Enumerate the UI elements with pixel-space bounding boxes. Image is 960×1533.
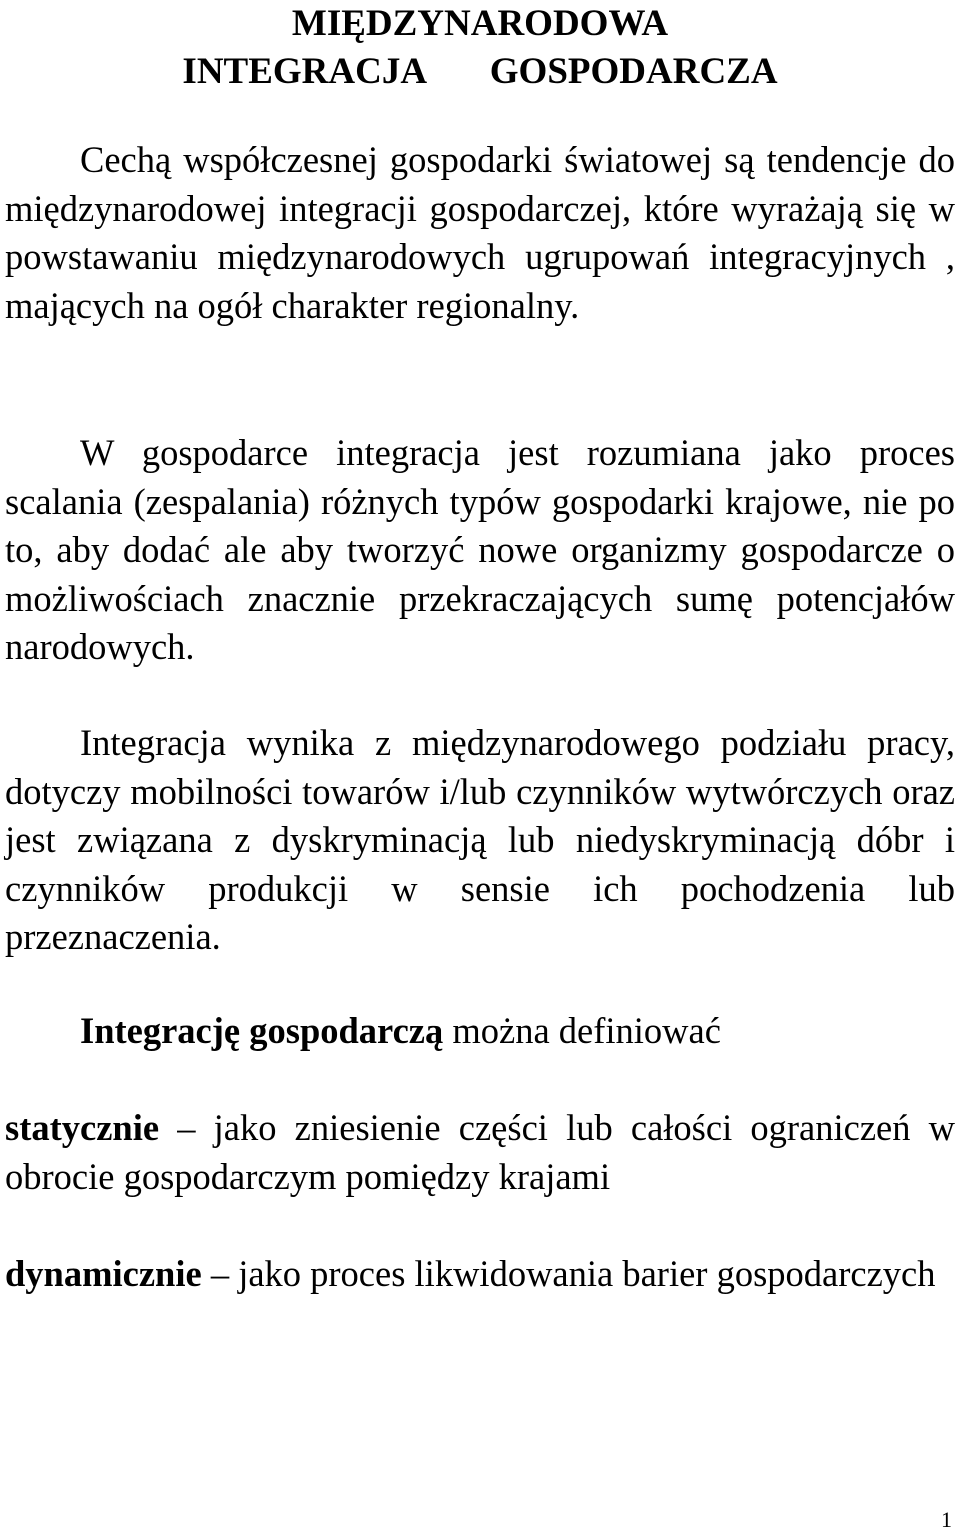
- definition-dynamic-dash: –: [201, 1253, 239, 1294]
- definition-static: [5, 1104, 955, 1201]
- page-number: 1: [941, 1507, 952, 1532]
- title-line-2: INTEGRACJA GOSPODARCZA: [182, 51, 778, 92]
- paragraph-3: Integracja wynika z międzynarodowego podziału pracy, dotyczy mobilności towarów i/lub czynników wytwórczych oraz jest związana z dyskryminacją lub niedyskryminacją dóbr i czynników produkcji w sensie ich pochodzenia lub przeznaczenia.: [5, 722, 955, 957]
- title-line-1: MIĘDZYNARODOWA: [291, 3, 669, 44]
- definition-intro-rest: można definiować: [443, 1010, 721, 1051]
- definition-dynamic-text: jako proces likwidowania barier gospodarczych: [238, 1253, 936, 1294]
- paragraph-2: W gospodarce integracja jest rozumiana jako proces scalania (zespalania) różnych typów gospodarki krajowe, nie po to, aby dodać ale aby tworzyć nowe organizmy gospodarcze o możliwościach znacznie przekraczających sumę potencjałów narodowych.: [5, 432, 955, 667]
- definition-intro-term: Integrację gospodarczą: [80, 1010, 444, 1051]
- definition-static-dash: –: [159, 1107, 214, 1148]
- paragraph-1: Cechą współczesnej gospodarki światowej są tendencje do międzynarodowej integracji gospodarczej, które wyrażają się w powstawaniu międzynarodowych ugrupowań integracyjnych , mających na ogół charakter regionalny.: [5, 139, 955, 326]
- definition-intro: [80, 1007, 721, 1056]
- document-title: [0, 0, 960, 96]
- definition-static-text: jako zniesienie części lub całości ograniczeń w obrocie gospodarczym pomiędzy krajami: [5, 1107, 956, 1197]
- definition-dynamic: [5, 1250, 955, 1299]
- definition-dynamic-term: dynamicznie: [5, 1253, 202, 1294]
- definition-static-term: statycznie: [5, 1107, 160, 1148]
